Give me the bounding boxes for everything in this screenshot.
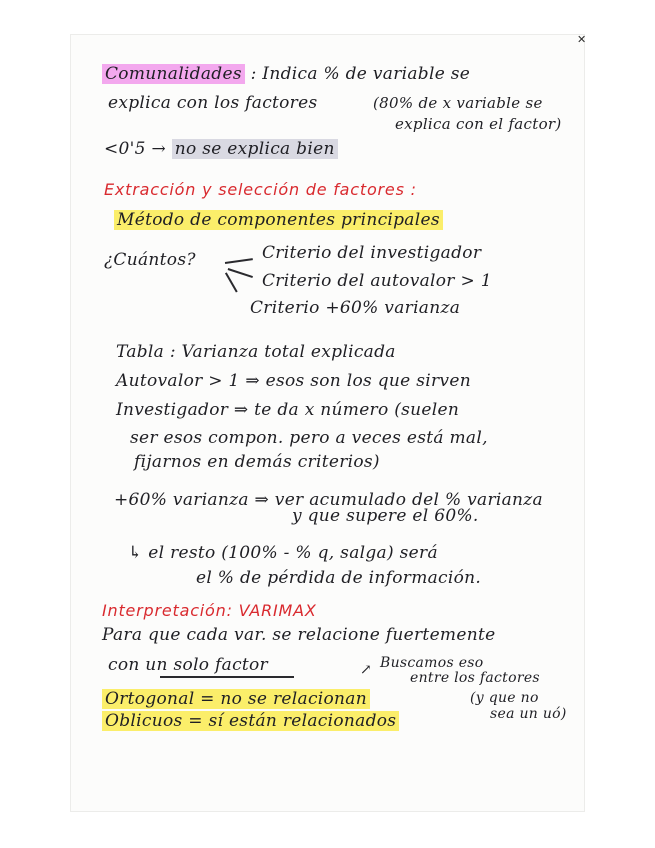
investigador-note: te da x número (suelen [254,400,460,420]
comunalidades-definition: : Indica % de variable se [250,64,471,84]
arrow-right-icon: → [151,139,167,159]
threshold-note: no se explica bien [172,139,338,159]
criterio-varianza: Criterio +60% varianza [250,298,461,318]
line-resto-2: el % de pérdida de información. [196,568,482,588]
question-cuantos: ¿Cuántos? [104,250,196,270]
line-comunalidades [102,64,470,84]
varianza-label: +60% varianza [114,490,249,510]
explica-text: explica con los factores [108,93,318,113]
line-investigador-2: ser esos compon. pero a veces está mal, [130,428,488,448]
method-highlight: Método de componentes principales [114,210,443,230]
line-tabla: Tabla : Varianza total explicada [116,342,396,362]
double-arrow-icon: ⇒ [245,371,260,391]
line-autovalor [116,371,471,391]
resto-note: el resto (100% - % q, salga) será [148,543,438,563]
line-method [114,210,443,230]
line-resto [128,543,438,563]
line-investigador [116,400,459,420]
line-solo-factor: con un solo factor [108,655,268,675]
line-threshold [104,139,338,159]
oblicuos-highlight: Oblicuos = sí están relacionados [102,711,399,731]
corner-mark-icon: ✕ [577,33,587,46]
note-entre-factores: entre los factores [410,670,540,686]
double-arrow-icon: ⇒ [254,490,270,510]
paren-que-no-1: (y que no [470,690,539,706]
paren-que-no-2: sea un uó) [490,706,567,722]
threshold-value: <0'5 [104,139,146,159]
paren-80-line2: explica con el factor) [395,115,562,133]
line-oblicuos [102,711,399,731]
criterio-autovalor: Criterio del autovalor > 1 [262,271,492,291]
ortogonal-highlight: Ortogonal = no se relacionan [102,689,370,709]
term-comunalidades: Comunalidades [102,64,245,84]
line-investigador-3: fijarnos en demás criterios) [134,452,380,472]
line-ortogonal [102,689,370,709]
investigador-label: Investigador [116,400,229,420]
note-arrow-icon: ↗ [360,662,373,678]
hook-arrow-icon: ↳ [128,543,143,563]
note-buscamos: Buscamos eso [380,655,484,671]
varianza-note: ver acumulado del % varianza [274,490,543,510]
heading-extraccion: Extracción y selección de factores : [104,180,417,199]
double-arrow-icon: ⇒ [233,400,249,420]
underline-solo-factor [160,676,294,678]
line-varianza-2: y que supere el 60%. [292,506,479,526]
line-explica [108,93,318,113]
paren-80-line1: (80% de x variable se [373,94,543,112]
heading-interpretacion: Interpretación: VARIMAX [102,601,317,620]
criterio-investigador: Criterio del investigador [262,243,482,263]
autovalor-label: Autovalor > 1 [116,371,240,391]
autovalor-note: esos son los que sirven [265,371,471,391]
line-para-que: Para que cada var. se relacione fuertemente [102,625,496,645]
